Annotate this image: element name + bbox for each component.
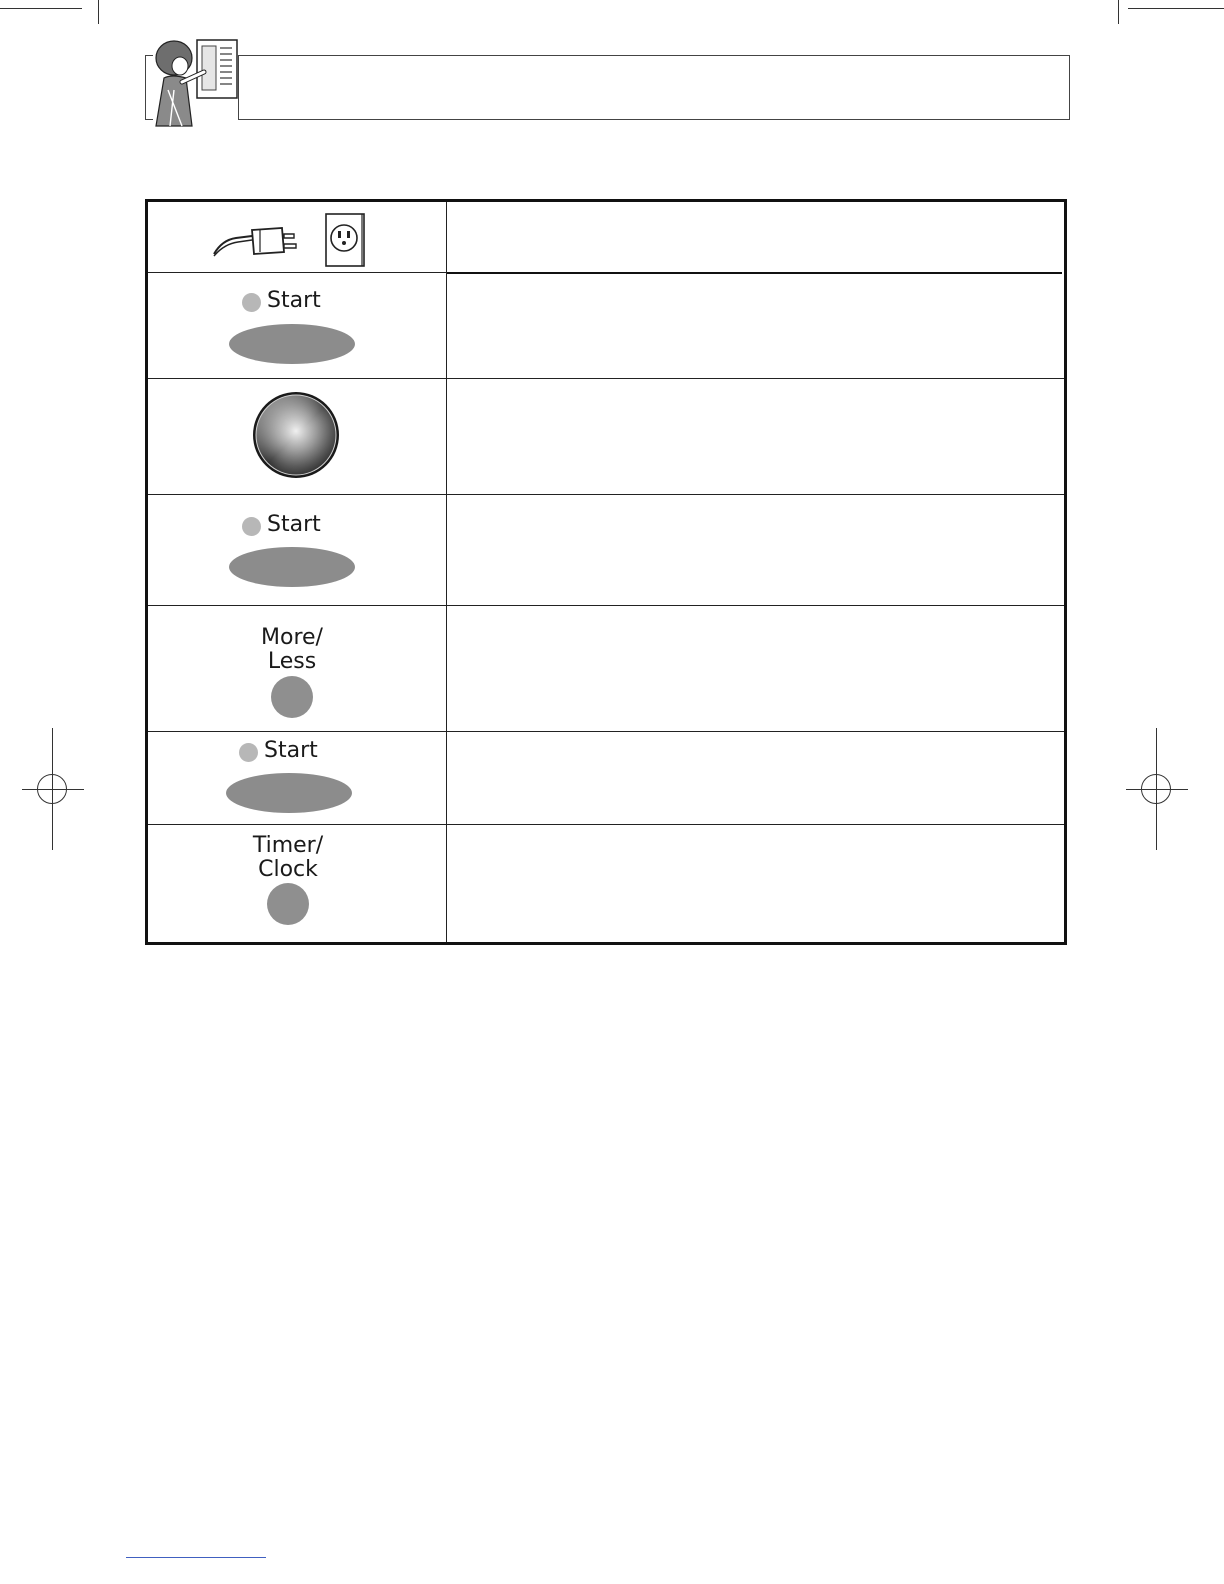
timer-clock-pad[interactable] bbox=[148, 825, 446, 943]
step-description bbox=[447, 825, 1064, 943]
crop-mark-top-right-v bbox=[1118, 0, 1119, 24]
steps-table bbox=[145, 199, 1067, 945]
crop-mark-top-left-v bbox=[98, 0, 99, 24]
start-indicator-icon bbox=[242, 293, 261, 312]
woman-at-oven-illustration-icon bbox=[142, 38, 242, 128]
start-pad[interactable] bbox=[148, 495, 446, 605]
step-description bbox=[447, 202, 1064, 272]
step-icon-cell bbox=[148, 202, 446, 272]
more-less-button[interactable] bbox=[271, 676, 313, 718]
step-row-5 bbox=[148, 606, 1064, 731]
step-description bbox=[447, 606, 1064, 731]
start-button[interactable] bbox=[229, 547, 355, 587]
more-less-label: More/ Less bbox=[261, 625, 323, 674]
timer-clock-label: Timer/ Clock bbox=[252, 833, 324, 882]
start-label: Start bbox=[267, 288, 321, 313]
dial-cell bbox=[148, 379, 446, 494]
registration-mark-right-circle bbox=[1141, 774, 1171, 804]
start-pad[interactable] bbox=[148, 732, 446, 824]
step-row-2 bbox=[148, 274, 1064, 379]
timer-clock-button[interactable] bbox=[267, 883, 309, 925]
step-row-6 bbox=[148, 732, 1064, 824]
step-row-7 bbox=[148, 825, 1064, 943]
start-button[interactable] bbox=[229, 324, 355, 364]
crop-mark-top-right bbox=[1128, 8, 1224, 9]
start-button[interactable] bbox=[226, 773, 352, 813]
step-row-3 bbox=[148, 379, 1064, 494]
more-less-pad[interactable] bbox=[148, 606, 446, 731]
registration-mark-left-circle bbox=[37, 774, 67, 804]
start-indicator-icon bbox=[242, 517, 261, 536]
dial-knob-icon[interactable] bbox=[251, 390, 341, 480]
step-description bbox=[447, 732, 1064, 824]
step-row-4 bbox=[148, 495, 1064, 605]
step-description bbox=[447, 274, 1064, 379]
start-indicator-icon bbox=[239, 743, 258, 762]
start-label: Start bbox=[264, 738, 318, 763]
step-description bbox=[447, 495, 1064, 605]
start-pad[interactable] bbox=[148, 274, 446, 379]
footer-rule bbox=[126, 1557, 266, 1558]
step-row-1 bbox=[148, 202, 1064, 272]
crop-mark-top-left bbox=[0, 8, 82, 9]
start-label: Start bbox=[267, 512, 321, 537]
row-divider bbox=[148, 272, 447, 273]
plug-and-outlet-icon bbox=[212, 212, 372, 268]
header-box bbox=[238, 55, 1070, 120]
step-description bbox=[447, 379, 1064, 494]
